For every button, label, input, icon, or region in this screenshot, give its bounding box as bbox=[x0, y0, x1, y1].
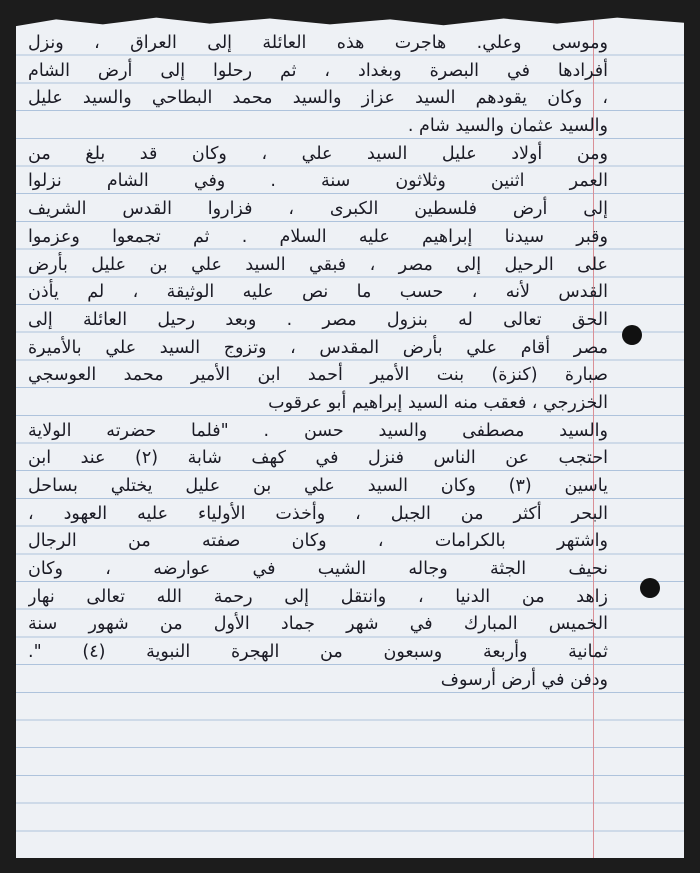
text-line: الحق تعالى له بنزول مصر . وبعد رحيل العائلة إلى bbox=[28, 309, 608, 330]
text-line: ، وكان يقودهم السيد عزاز والسيد محمد البطاحي والسيد عليل bbox=[28, 88, 608, 109]
text-line: والسيد عثمان والسيد شام . bbox=[407, 116, 608, 137]
punch-hole bbox=[622, 325, 642, 345]
text-line: إلى أرض فلسطين الكبرى ، فزاروا القدس الشريف bbox=[28, 199, 608, 220]
punch-hole bbox=[640, 578, 660, 598]
text-line: ومن أولاد عليل السيد علي ، وكان قد بلغ من bbox=[28, 143, 608, 164]
text-line: احتجب عن الناس فنزل في كهف شابة (٢) عند ابن bbox=[28, 448, 608, 469]
text-line: القدس لأنه ، حسب ما نص عليه الوثيقة ، لم يأذن bbox=[28, 282, 608, 303]
handwritten-text bbox=[28, 30, 608, 695]
text-line: ثمانية وأربعة وسبعون من الهجرة النبوية (٤) ". bbox=[28, 642, 608, 663]
text-line: على الرحيل إلى مصر ، فبقي السيد علي بن عليل بأرض bbox=[28, 254, 608, 275]
text-line: الخزرجي ، فعقب منه السيد إبراهيم أبو عرقوب bbox=[268, 392, 608, 413]
text-line: العمر اثنين وثلاثون سنة . وفي الشام نزلوا bbox=[28, 171, 608, 192]
text-line: مصر أقام علي بأرض المقدس ، وتزوج السيد علي بالأميرة bbox=[28, 337, 608, 358]
text-line: البحر أكثر من الجبل ، وأخذت الأولياء عليه العهود ، bbox=[28, 503, 608, 524]
text-line: الخميس المبارك في شهر جماد الأول من شهور سنة bbox=[28, 614, 608, 635]
text-line: وموسى وعلي. هاجرت هذه العائلة إلى العراق ، ونزل bbox=[28, 33, 608, 53]
text-line: والسيد مصطفى والسيد حسن . "فلما حضرته الولاية bbox=[28, 420, 608, 441]
text-line: ودفن في أرض أرسوف bbox=[440, 669, 608, 690]
text-line: صبارة (كنزة) بنت الأمير أحمد ابن الأمير محمد العوسجي bbox=[28, 365, 608, 386]
text-line: أفرادها في البصرة وبغداد ، ثم رحلوا إلى أرض الشام bbox=[28, 60, 608, 81]
text-line: واشتهر بالكرامات ، وكان صفته من الرجال bbox=[28, 531, 608, 552]
text-line: زاهد من الدنيا ، وانتقل إلى رحمة الله تعالى نهار bbox=[28, 586, 608, 607]
text-line: نحيف الجثة وجاله الشيب في عوارضه ، وكان bbox=[28, 559, 608, 580]
text-line: وقبر سيدنا إبراهيم عليه السلام . ثم تجمعوا وعزموا bbox=[28, 226, 608, 247]
text-line: ياسين (٣) وكان السيد علي بن عليل يختلي بساحل bbox=[28, 476, 608, 496]
